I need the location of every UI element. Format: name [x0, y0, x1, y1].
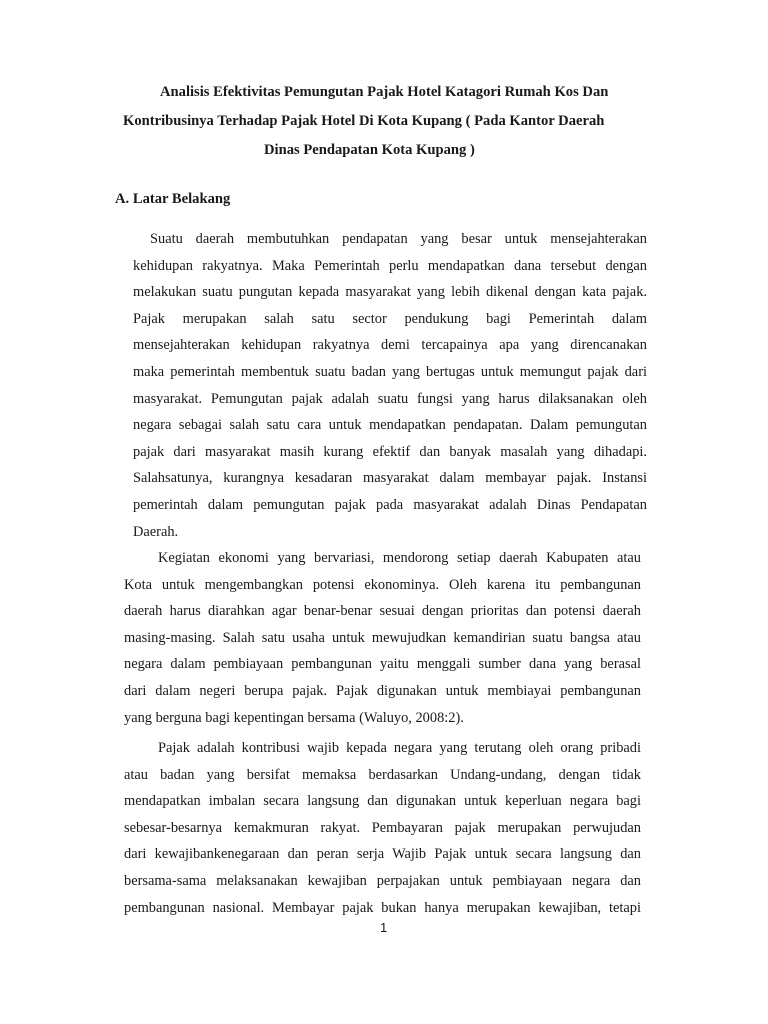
paragraph-3 [124, 735, 641, 921]
text-line: masyarakat. Pemungutan pajak adalah suatu fungsi yang harus dilaksanakan oleh [133, 390, 647, 407]
text-line: yang berguna bagi kepentingan bersama (Waluyo, 2008:2). [124, 709, 464, 726]
text-line: masing-masing. Salah satu usaha untuk mewujudkan kemandirian suatu bangsa atau [124, 629, 641, 646]
text-line: daerah harus diarahkan agar benar-benar sesuai dengan prioritas dan potensi daerah [124, 603, 641, 620]
paragraph-2 [124, 545, 641, 731]
page-number: 1 [380, 920, 388, 935]
text-line: Suatu daerah membutuhkan pendapatan yang besar untuk mensejahterakan [150, 231, 647, 247]
text-line: dari dalam negeri berupa pajak. Pajak digunakan untuk membiayai pembangunan [124, 682, 641, 699]
document-title [118, 78, 643, 165]
text-line: melakukan suatu pungutan kepada masyarakat yang lebih dikenal dengan kata pajak. [133, 284, 647, 301]
title-line: Analisis Efektivitas Pemungutan Pajak Hotel Katagori Rumah Kos Dan [160, 84, 609, 100]
text-line: negara dalam pembiayaan pembangunan yaitu menggali sumber dana yang berasal [124, 656, 641, 673]
title-line: Dinas Pendapatan Kota Kupang ) [264, 142, 475, 158]
text-line: Daerah. [133, 523, 179, 540]
text-line: mendapatkan imbalan secara langsung dan digunakan untuk keperluan negara bagi [124, 793, 641, 810]
text-line: bersama-sama melaksanakan kewajiban perpajakan untuk pembiayaan negara dan [124, 872, 641, 889]
text-line: negara sebagai salah satu cara untuk mendapatkan pendapatan. Dalam pemungutan [133, 417, 647, 434]
text-line: dari kewajibankenegaraan dan peran serja Wajib Pajak untuk secara langsung dan [124, 846, 641, 863]
section-heading: A. Latar Belakang [115, 191, 231, 207]
title-line: Kontribusinya Terhadap Pajak Hotel Di Kota Kupang ( Pada Kantor Daerah [123, 113, 605, 129]
text-line: maka pemerintah membentuk suatu badan yang bertugas untuk memungut pajak dari [133, 363, 647, 380]
text-line: Pajak adalah kontribusi wajib kepada negara yang terutang oleh orang pribadi [158, 740, 641, 756]
text-line: Pajak merupakan salah satu sector pendukung bagi Pemerintah dalam [133, 310, 647, 327]
text-line: Kegiatan ekonomi yang bervariasi, mendorong setiap daerah Kabupaten atau [158, 550, 641, 566]
text-line: kehidupan rakyatnya. Maka Pemerintah perlu mendapatkan dana tersebut dengan [133, 257, 647, 274]
text-line: Kota untuk mengembangkan potensi ekonominya. Oleh karena itu pembangunan [124, 576, 641, 593]
text-line: atau badan yang bersifat memaksa berdasarkan Undang-undang, dengan tidak [124, 766, 641, 783]
text-line: Salahsatunya, kurangnya kesadaran masyarakat dalam membayar pajak. Instansi [133, 470, 647, 487]
text-line: sebesar-besarnya kemakmuran rakyat. Pembayaran pajak merupakan perwujudan [124, 819, 641, 836]
text-line: pemerintah dalam pemungutan pajak pada masyarakat adalah Dinas Pendapatan [133, 496, 647, 513]
text-line: pajak dari masyarakat masih kurang efektif dan banyak masalah yang dihadapi. [133, 443, 647, 460]
text-line: pembangunan nasional. Membayar pajak bukan hanya merupakan kewajiban, tetapi [124, 899, 641, 916]
text-line: mensejahterakan kehidupan rakyatnya demi tercapainya apa yang direncanakan [133, 337, 647, 354]
paragraph-1 [133, 226, 647, 545]
